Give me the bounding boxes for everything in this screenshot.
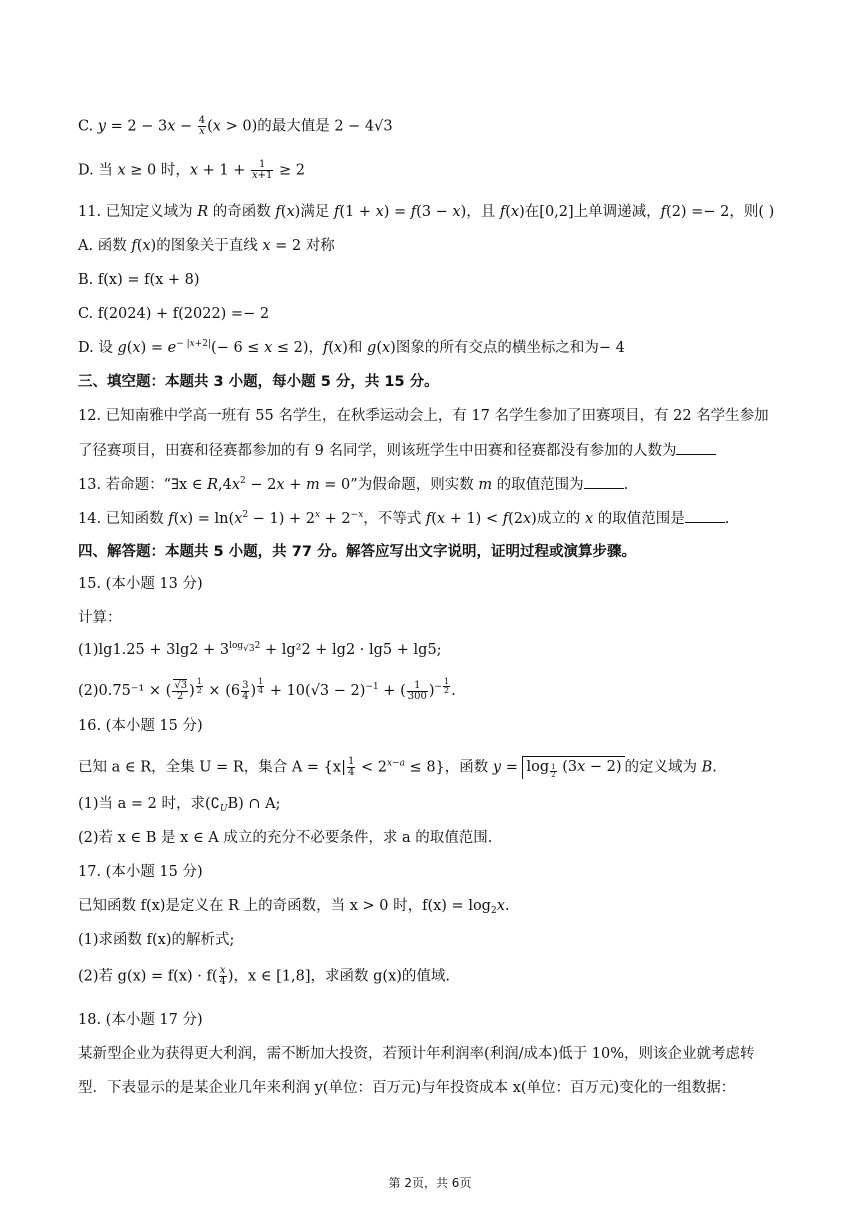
section-4-heading: 四、解答题：本题共 5 小题，共 77 分。解答应写出文字说明，证明过程或演算步骤。 — [78, 544, 636, 560]
q11-d-text-a: D. 设 — [78, 340, 118, 356]
q11-text-f: ，则( ) — [729, 204, 775, 220]
q11-text-a: 11. 已知定义域为 — [78, 204, 198, 220]
q11-a-text-b: 的图象关于直线 — [156, 238, 263, 254]
q11-d-text-b: ， — [308, 340, 323, 356]
page-footer: 第 2页，共 6页 — [388, 1176, 472, 1190]
option-c-label: C. — [78, 118, 98, 135]
answer-blank — [584, 474, 624, 489]
q15-p1b-text: + lg²2 + lg2 · lg5 + lg5; — [260, 642, 442, 658]
q13-text-c: 的取值范围为 — [492, 477, 584, 493]
option-d-text: 时， — [156, 162, 190, 179]
q14-text-a: 14. 已知函数 — [78, 511, 169, 527]
question-12-line1: 12. 已知南雅中学高一班有 55 名学生，在秋季运动会上，有 17 名学生参加了田赛项目，有 22 名学生参加 — [78, 408, 769, 424]
question-16-part2: (2)若 x ∈ B 是 x ∈ A 成立的充分不必要条件，求 a 的取值范围. — [78, 830, 493, 846]
question-16-part1: (1)当 a = 2 时，求$(∁_UB)$ ∩ A; — [78, 796, 281, 814]
q15-p1-text: (1)lg1.25 + 3lg2 + 3 — [78, 642, 230, 658]
question-12-line2 — [78, 440, 716, 461]
q17-p2a-text: (2)若 g(x) = f(x) · f( — [78, 968, 218, 985]
q17-p2b-text: )，x ∈ [1,8]，求函数 g(x)的值域. — [227, 968, 451, 985]
q11-option-c: C. f(2024) + f(2022) =− 2 — [78, 306, 270, 322]
q17-stem-text: 已知函数 f(x)是定义在 R 上的奇函数，当 x > 0 时，f(x) = log — [78, 898, 491, 914]
question-11-stem: 11. 已知定义域为 R 的奇函数 f(x)满足 f(1 + x) = f(3 − x)，且 f(x)在[0,2]上单调递减，f(2) =− 2，则( ) — [78, 204, 775, 220]
q11-option-b: B. f(x) = f(x + 8) — [78, 272, 200, 288]
q13-text-b: ”为假命题，则实数 — [350, 477, 479, 493]
question-15-title: 15. (本小题 13 分) — [78, 576, 203, 592]
q16-p1b-text: B) ∩ A; — [227, 796, 281, 812]
q14-text-c: 成立的 — [536, 511, 585, 527]
q11-a-text-c: 对称 — [301, 238, 335, 254]
question-14: 14. 已知函数 $f(x) = \ln(x^2 - 1) + 2^x + 2^{-x}$，不等式 f(x + 1) < f(2x)成立的 x 的取值范围是 . — [78, 510, 730, 527]
q14-text-d: 的取值范围是 — [593, 511, 685, 527]
question-18-line2: 型．下表显示的是某企业几年来利润 y(单位：百万元)与年投资成本 x(单位：百万元)变化的一组数据： — [78, 1080, 736, 1096]
q14-text-e: . — [724, 511, 730, 527]
question-17-part2: (2)若 g(x) = f(x) · f( $\frac{x}{4}$ )，x ∈ [1,8]，求函数 g(x)的值域. — [78, 965, 451, 987]
question-16-stem: 已知 a ∈ R，全集 U = R，集合 A = {x| $\frac{1}{4}$ < $2^{x-a} \le 8$}，函数 y = log $_{\frac{1}{2}}$ (3x − 2) 的定义域为 B. — [78, 756, 717, 779]
q12-text: 了径赛项目，田赛和径赛都参加的有 9 名同学，则该班学生中田赛和径赛都没有参加的人数为 — [78, 443, 677, 459]
q15-p2-text: (2)0.75⁻¹ × ( — [78, 683, 172, 699]
q11-d-text-d: 图象的所有交点的横坐标之和为− 4 — [395, 340, 625, 356]
question-13: 13. 若命题：“∃x ∈ $R,4x^2 - 2x + m = 0$”为假命题，则实数 m 的取值范围为 . — [78, 476, 629, 493]
q16-stem-text: 已知 a ∈ R，全集 U = R，集合 A = {x| — [78, 759, 346, 776]
q11-text-b: 的奇函数 — [208, 204, 276, 220]
q11-text-c: 满足 — [300, 204, 334, 220]
question-17-stem: 已知函数 f(x)是定义在 R 上的奇函数，当 x > 0 时，$f(x) = \log_2x$. — [78, 898, 510, 916]
q13-text-d: . — [623, 477, 629, 493]
question-18-title: 18. (本小题 17 分) — [78, 1012, 203, 1028]
option-c-text: 的最大值是 2 − 4√3 — [257, 118, 393, 135]
answer-blank — [676, 440, 716, 455]
question-15-part1: $(1)\lg 1.25 + 3\lg 2 + 3^{log_{√3}2} + \lg^22 + \lg 2 \cdot \lg 5 + \lg 5$; — [78, 641, 442, 658]
question-15-intro: 计算： — [78, 610, 122, 626]
section-3-heading: 三、填空题：本题共 3 小题，每小题 5 分，共 15 分。 — [78, 374, 439, 390]
q11-text-e: 在[0,2]上单调递减， — [524, 204, 661, 220]
question-17-title: 17. (本小题 15 分) — [78, 864, 203, 880]
question-15-part2: (2)0.75⁻¹ × ( $\frac{√3}{2}$ ) $^{\frac{1}{2}}$ × (6 $\frac{3}{4}$ ) $^{\frac{1}{4}}$ + $10(√3 - 2)^{-1}$ + ( $\frac{1}{300}$ )$^{- \frac{1}{2}}$ . — [78, 677, 456, 702]
q14-text-b: ，不等式 — [363, 511, 426, 527]
option-d-label: D. 当 — [78, 162, 118, 179]
q16-p1-text: (1)当 a = 2 时，求(∁ — [78, 796, 220, 812]
option-d: D. 当 x ≥ 0 时，x + 1 + $\frac{1}{x+1}$ ≥ 2 — [78, 159, 305, 181]
q11-d-text-c: 和 — [347, 340, 368, 356]
q11-option-a: A. 函数 f(x)的图象关于直线 x = 2 对称 — [78, 238, 335, 254]
question-17-part1: (1)求函数 f(x)的解析式; — [78, 932, 235, 948]
question-18-line1: 某新型企业为获得更大利润，需不断加大投资，若预计年利润率(利润/成本)低于 10%，则该企业就考虑转 — [78, 1046, 755, 1062]
question-16-title: 16. (本小题 15 分) — [78, 718, 203, 734]
q13-text-a: 13. 若命题：“ — [78, 477, 172, 493]
option-c: C. y = 2 − 3x − $\frac{4}{x}$ (x > 0)的最大值是 2 − 4√3 — [78, 115, 393, 137]
q11-text-d: ，且 — [466, 204, 500, 220]
q11-option-d: D. 设 $g(x) = e^{- |x+2|}(- 6 \le x \le 2)$，f(x)和 g(x)图象的所有交点的横坐标之和为− 4 — [78, 339, 625, 356]
answer-blank — [685, 508, 725, 523]
q11-a-text-a: A. 函数 — [78, 238, 132, 254]
